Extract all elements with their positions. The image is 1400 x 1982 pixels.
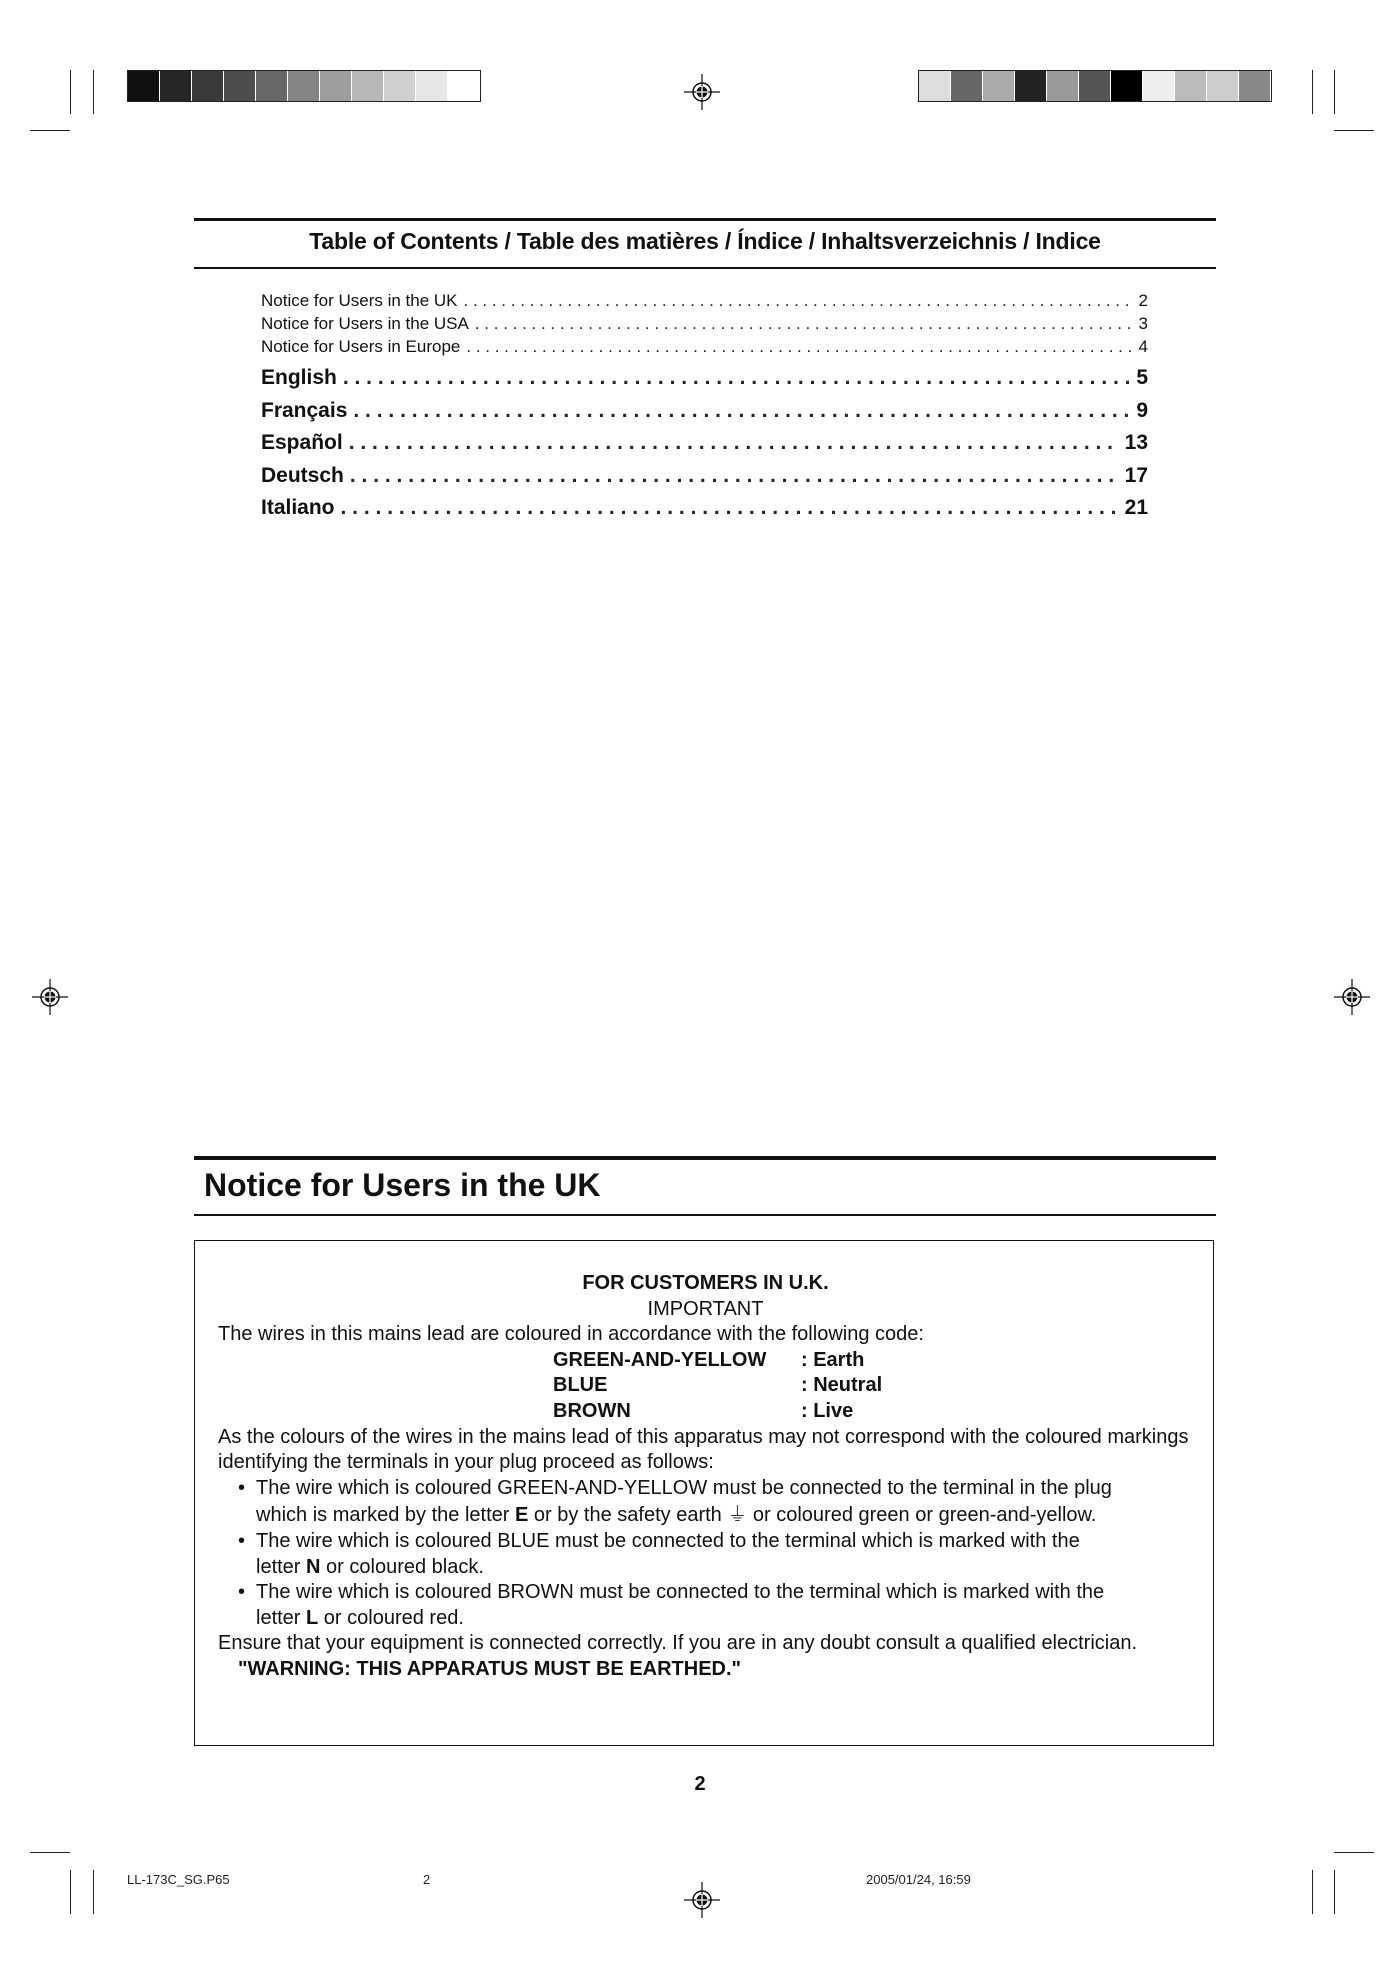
crop-mark — [1334, 1870, 1335, 1914]
footer-filename: LL-173C_SG.P65 — [127, 1872, 230, 1887]
terminal-letter: E — [515, 1504, 529, 1527]
wire-row — [553, 1373, 1193, 1399]
color-swatch — [320, 71, 352, 101]
bullet-item — [218, 1476, 1193, 1529]
registration-mark-icon — [684, 74, 720, 110]
color-swatch — [160, 71, 192, 101]
wire-meaning: : Earth — [801, 1348, 865, 1371]
color-swatch — [1111, 71, 1143, 101]
crop-mark — [70, 1870, 71, 1914]
toc-leader-dots — [353, 399, 1130, 423]
toc-entry[interactable] — [261, 399, 1148, 432]
toc-entry-label: Français — [261, 398, 348, 422]
wire-row — [553, 1399, 1193, 1425]
wire-colour: BLUE — [553, 1374, 608, 1397]
color-swatch — [1079, 71, 1111, 101]
toc-entry[interactable] — [261, 496, 1148, 529]
uk-notice-box — [194, 1240, 1214, 1746]
bullet-text-part: letter — [256, 1555, 307, 1578]
bullet-text-part: or coloured red. — [318, 1606, 464, 1629]
bullet-text-part: or coloured black. — [320, 1555, 484, 1578]
bullet-item — [218, 1529, 1193, 1580]
terminal-letter: N — [306, 1555, 321, 1578]
bullet-item — [218, 1580, 1193, 1631]
color-calibration-bar-right — [918, 70, 1272, 102]
crop-mark — [1312, 1870, 1313, 1914]
color-swatch — [224, 71, 256, 101]
bullet-line: The wire which is coloured GREEN-AND-YELLOW must be connected to the terminal in the plug — [256, 1476, 1112, 1499]
bullet-icon: • — [238, 1529, 246, 1552]
toc-entry-page: 5 — [1136, 366, 1148, 389]
bullet-line — [256, 1503, 1193, 1529]
bullet-text-part: or coloured green or green-and-yellow. — [747, 1504, 1097, 1527]
toc-entry[interactable] — [261, 431, 1148, 464]
bullet-line: The wire which is coloured BLUE must be connected to the terminal which is marked with the — [256, 1529, 1080, 1552]
page-number: 2 — [694, 1773, 706, 1795]
color-swatch — [192, 71, 224, 101]
color-swatch — [352, 71, 384, 101]
color-swatch — [384, 71, 416, 101]
notice-subheading: IMPORTANT — [647, 1297, 764, 1320]
toc-leader-dots — [341, 496, 1119, 520]
registration-mark-icon — [1334, 979, 1370, 1015]
color-swatch — [951, 71, 983, 101]
toc-entry-page: 4 — [1138, 337, 1148, 356]
notice-heading: FOR CUSTOMERS IN U.K. — [582, 1272, 829, 1294]
safety-earth-icon: ⏚ — [727, 1504, 748, 1527]
wire-colour: BROWN — [553, 1399, 631, 1422]
footer-page: 2 — [423, 1872, 431, 1887]
color-swatch — [288, 71, 320, 101]
toc-list — [261, 291, 1148, 529]
bullet-text-part: or by the safety earth — [528, 1504, 728, 1527]
bullet-icon: • — [238, 1476, 246, 1499]
color-swatch — [448, 71, 480, 101]
registration-mark-icon — [32, 979, 68, 1015]
crop-mark — [30, 130, 70, 131]
toc-entry-label: Notice for Users in the UK — [261, 291, 458, 310]
warning-text: "WARNING: THIS APPARATUS MUST BE EARTHED." — [238, 1657, 742, 1680]
wire-meaning: : Neutral — [801, 1374, 883, 1397]
toc-entry[interactable] — [261, 314, 1148, 337]
section-rule-top — [194, 1156, 1216, 1160]
toc-leader-dots — [350, 464, 1119, 488]
wire-colour: GREEN-AND-YELLOW — [553, 1348, 767, 1371]
bullet-line: The wire which is coloured BROWN must be connected to the terminal which is marked with the — [256, 1581, 1105, 1604]
toc-entry-page: 2 — [1138, 291, 1148, 310]
color-swatch — [1207, 71, 1239, 101]
color-swatch — [256, 71, 288, 101]
toc-entry-page: 17 — [1124, 463, 1148, 487]
toc-entry-page: 13 — [1124, 431, 1148, 454]
toc-entry-page: 9 — [1136, 398, 1148, 422]
bullet-line — [256, 1555, 1193, 1581]
color-swatch — [1047, 71, 1079, 101]
bullet-text — [256, 1580, 1193, 1631]
toc-entry[interactable] — [261, 366, 1148, 399]
toc-entry-label: Notice for Users in the USA — [261, 314, 469, 333]
notice-paragraph: As the colours of the wires in the mains lead of this apparatus may not correspond with the coloured markings identifying the terminals in your plug proceed as follows: — [218, 1425, 1189, 1474]
color-swatch — [1239, 71, 1271, 101]
bullet-text — [256, 1476, 1193, 1529]
toc-entry[interactable] — [261, 337, 1148, 360]
color-swatch — [983, 71, 1015, 101]
color-swatch — [919, 71, 951, 101]
bullet-line — [256, 1606, 1193, 1632]
toc-entry[interactable] — [261, 291, 1148, 314]
toc-leader-dots — [464, 291, 1133, 311]
registration-mark-icon — [684, 1882, 720, 1918]
footer-timestamp: 2005/01/24, 16:59 — [866, 1872, 971, 1887]
color-swatch — [1143, 71, 1175, 101]
toc-title: Table of Contents / Table des matières / Índice / Inhaltsverzeichnis / Indice — [309, 228, 1101, 254]
toc-leader-dots — [475, 314, 1133, 334]
bullet-text-part: which is marked by the letter — [256, 1504, 515, 1527]
wire-meaning: : Live — [801, 1399, 854, 1422]
toc-entry-page: 21 — [1124, 496, 1148, 519]
toc-entry-label: Notice for Users in Europe — [261, 337, 461, 356]
toc-rule-bottom — [194, 267, 1216, 269]
crop-mark — [1334, 130, 1374, 131]
toc-entry-label: Español — [261, 431, 343, 454]
bullet-icon: • — [238, 1581, 246, 1604]
crop-mark — [1334, 1852, 1374, 1853]
bullet-text — [256, 1529, 1193, 1580]
toc-entry-label: English — [261, 366, 337, 389]
crop-mark — [1312, 70, 1313, 114]
toc-entry[interactable] — [261, 464, 1148, 497]
toc-entry-label: Deutsch — [261, 463, 344, 487]
toc-rule-top — [194, 218, 1216, 221]
color-calibration-bar-left — [127, 70, 481, 102]
crop-mark — [1334, 70, 1335, 114]
toc-entry-label: Italiano — [261, 496, 335, 519]
wire-colour-table — [553, 1348, 1193, 1425]
notice-intro: The wires in this mains lead are coloured in accordance with the following code: — [218, 1323, 924, 1346]
crop-mark — [30, 1852, 70, 1853]
crop-mark — [93, 70, 94, 114]
color-swatch — [1015, 71, 1047, 101]
color-swatch — [416, 71, 448, 101]
section-rule-bottom — [194, 1214, 1216, 1216]
section-title: Notice for Users in the UK — [204, 1167, 601, 1203]
crop-mark — [93, 1870, 94, 1914]
uk-notice-content — [218, 1271, 1193, 1683]
color-swatch — [128, 71, 160, 101]
toc-leader-dots — [343, 366, 1130, 390]
wire-row — [553, 1348, 1193, 1374]
notice-paragraph: Ensure that your equipment is connected correctly. If you are in any doubt consult a qualified electrician. — [218, 1632, 1138, 1655]
color-swatch — [1175, 71, 1207, 101]
terminal-letter: L — [306, 1606, 319, 1629]
toc-leader-dots — [466, 337, 1132, 357]
crop-mark — [70, 70, 71, 114]
toc-entry-page: 3 — [1138, 314, 1148, 333]
bullet-text-part: letter — [256, 1606, 307, 1629]
toc-leader-dots — [349, 431, 1119, 455]
